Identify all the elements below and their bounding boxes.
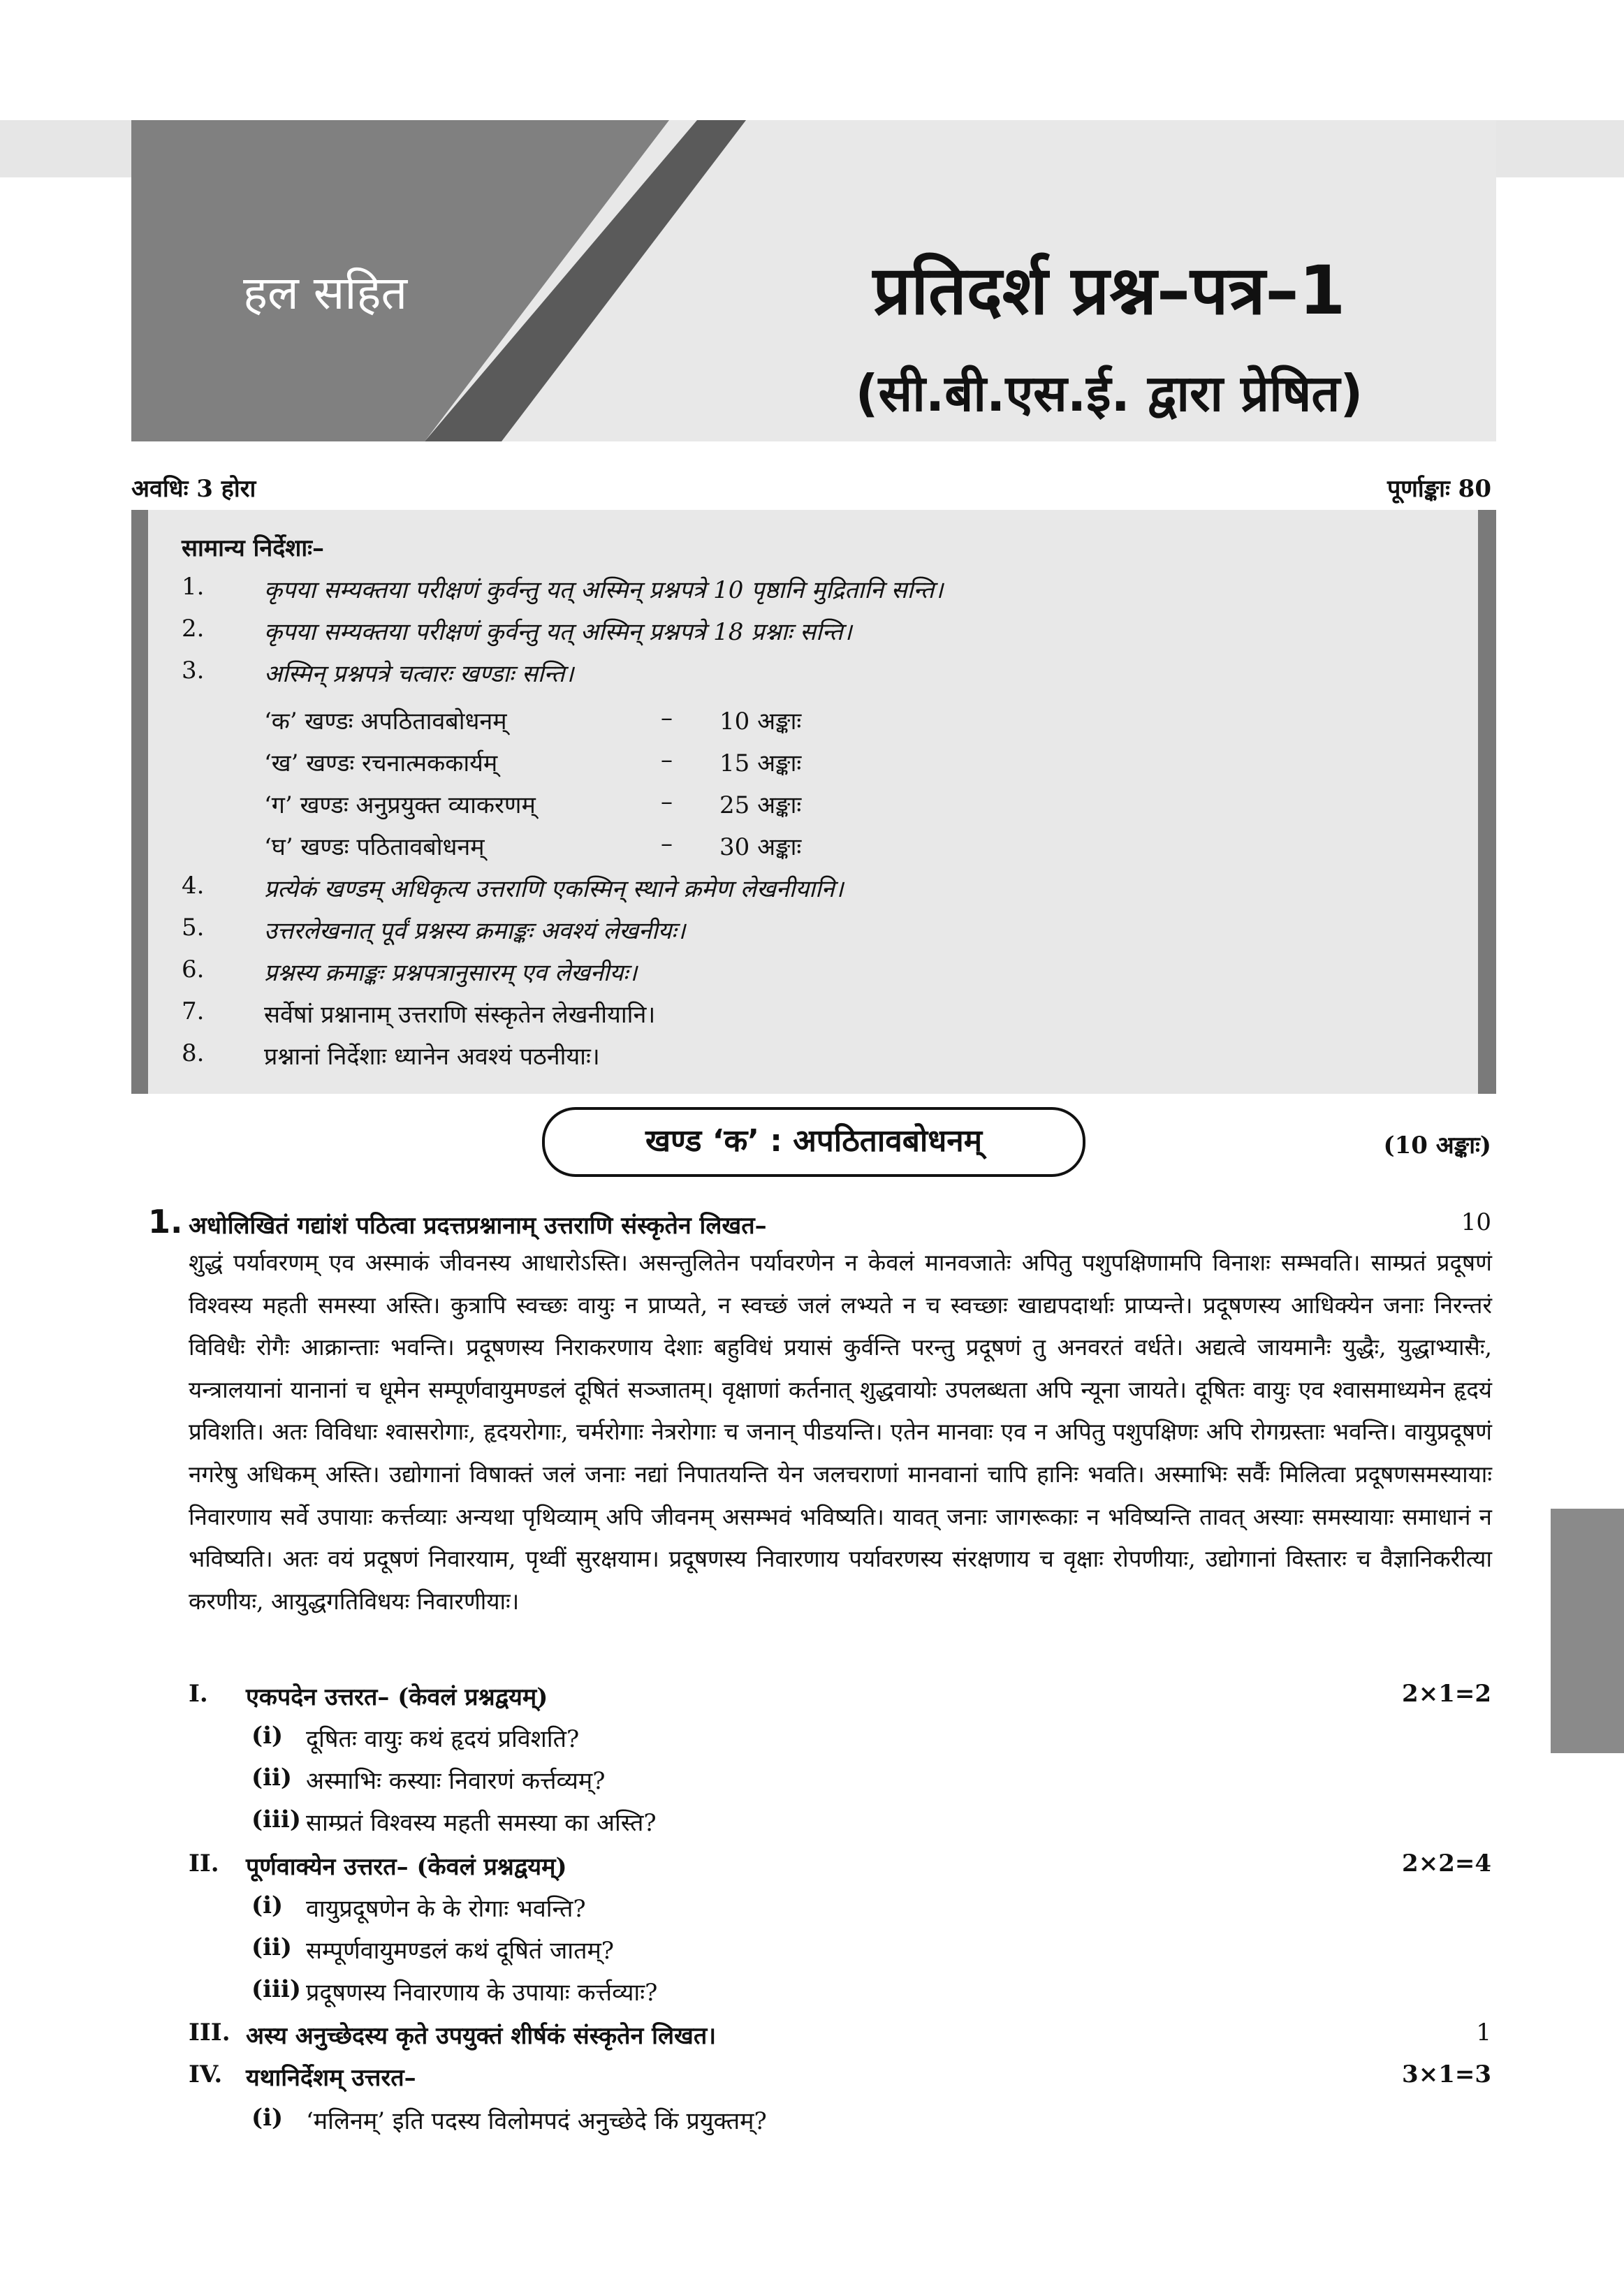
instruction-text: प्रश्नस्य क्रमाङ्कः प्रश्नपत्रानुसारम् एव लेखनीयः। (264, 959, 638, 987)
instruction-text: उत्तरलेखनात् पूर्वं प्रश्नस्य क्रमाङ्कः अवश्यं लेखनीयः। (264, 917, 686, 945)
instruction-text: अस्मिन् प्रश्नपत्रे चत्वारः खण्डाः सन्ति। (264, 660, 574, 688)
item-label: (ii) (251, 1764, 293, 1792)
part-number: II. (189, 1850, 219, 1877)
section-name: ‘ग’ खण्डः अनुप्रयुक्त व्याकरणम् (264, 791, 536, 819)
instruction-number: 4. (182, 872, 205, 900)
full-marks: पूर्णाङ्काः 80 (1387, 475, 1491, 503)
section-marks: 30 अङ्काः (719, 833, 802, 861)
paper-title: प्रतिदर्श प्रश्न–पत्र–1 (872, 251, 1346, 330)
part-heading: अस्य अनुच्छेदस्य कृते उपयुक्तं शीर्षकं संस्कृतेन लिखत। (246, 2022, 717, 2050)
header-tag: हल सहित (243, 266, 408, 320)
item-label: (iii) (251, 1806, 301, 1833)
item-text: वायुप्रदूषणेन के के रोगाः भवन्ति? (306, 1895, 586, 1923)
part-marks: 3×1=3 (1402, 2060, 1491, 2088)
instruction-number: 6. (182, 956, 205, 983)
item-text: सम्पूर्णवायुमण्डलं कथं दूषितं जातम्? (306, 1937, 615, 1965)
question-instruction: अधोलिखितं गद्यांशं पठित्वा प्रदत्तप्रश्नानाम् उत्तराणि संस्कृतेन लिखत– (189, 1212, 767, 1240)
instructions-box (131, 510, 1496, 1094)
instruction-number: 2. (182, 615, 205, 643)
item-text: अस्माभिः कस्याः निवारणं कर्त्तव्यम्? (306, 1767, 606, 1795)
passage: शुद्धं पर्यावरणम् एव अस्माकं जीवनस्य आधारोऽस्ति। असन्तुलितेन पर्यावरणेन न केवलं मानवजातेः अपितु पशुपक्षिणामपि विनाशः सम्भवति। साम्प्रतं प्रदूषणं विश्वस्य महती समस्या अस्ति। कुत्रापि स्वच्छः वायुः न प्राप्यते, न स्वच्छं जलं लभ्यते न च स्वच्छाः खाद्यपदार्थाः प्राप्यन्ते। प्रदूषणस्य आधिक्येन जनाः निरन्तरं विविधैः रोगैः आक्रान्ताः भवन्ति। प्रदूषणस्य निराकरणाय देशाः बहुविधं प्रयासं कुर्वन्ति परन्तु प्रदूषणं तु अनवरतं वर्धते। अद्यत्वे जायमानैः युद्धैः, युद्धाभ्यासैः, यन्त्रालयानां यानानां च धूमेन सम्पूर्णवायुमण्डलं दूषितं सञ्जातम्। वृक्षाणां कर्तनात् शुद्धवायोः उपलब्धता अपि न्यूना जायते। दूषितः वायुः एव श्वासमाध्यमेन हृदयं प्रविशति। अतः विविधाः श्वासरोगाः, हृदयरोगाः, चर्मरोगाः नेत्ररोगाः च जनान् पीडयन्ति। एतेन मानवाः एव न अपितु पशुपक्षिणः अपि रोगग्रस्ताः भवन्ति। वायुप्रदूषणं नगरेषु अधिकम् अस्ति। उद्योगानां विषाक्तं जलं जनाः नद्यां निपातयन्ति येन जलचराणां मानवानां चापि हानिः भवति। अस्माभिः सर्वैः मिलित्वा प्रदूषणसमस्यायाः निवारणाय सर्वे उपायाः कर्त्तव्याः अन्यथा पृथिव्याम् अपि जीवनम् असम्भवं भविष्यति। यावत् जनाः जागरूकाः न भविष्यन्ति तावत् अस्याः समस्यायाः समाधानं न भविष्यति। अतः वयं प्रदूषणं निवारयाम, पृथ्वीं सुरक्षयाम। प्रदूषणस्य निवारणाय पर्यावरणस्य संरक्षणाय च वृक्षाः रोपणीयाः, उद्योगानां विस्तारः च वैज्ञानिकरीत्या करणीयः, आयुद्धगतिविधयः निवारणीयाः। (189, 1249, 1492, 1615)
section-heading-marks: (10 अङ्काः) (1383, 1132, 1491, 1159)
part-heading: एकपदेन उत्तरत– (केवलं प्रश्नद्वयम्) (246, 1683, 548, 1711)
question-number: 1. (148, 1203, 183, 1240)
instruction-number: 5. (182, 914, 205, 942)
part-marks: 2×1=2 (1402, 1680, 1491, 1708)
section-heading: खण्ड ‘क’ : अपठितावबोधनम् (542, 1107, 1085, 1177)
instructions-heading: सामान्य निर्देशाः– (182, 534, 325, 562)
instruction-number: 8. (182, 1039, 205, 1067)
duration: अवधिः 3 होरा (131, 475, 256, 503)
instruction-number: 1. (182, 573, 205, 601)
section-name: ‘ख’ खण्डः रचनात्मककार्यम् (264, 749, 498, 777)
part-marks: 2×2=4 (1402, 1850, 1491, 1877)
header-banner (131, 120, 1496, 441)
section-name: ‘घ’ खण्डः पठितावबोधनम् (264, 833, 485, 861)
item-label: (i) (251, 1722, 284, 1750)
section-marks: 10 अङ्काः (719, 708, 802, 735)
part-number: IV. (189, 2060, 223, 2088)
instruction-text: प्रश्नानां निर्देशाः ध्यानेन अवश्यं पठनीयाः। (264, 1043, 600, 1071)
item-label: (i) (251, 2104, 284, 2132)
item-label: (ii) (251, 1933, 293, 1961)
question-marks: 10 (1461, 1208, 1491, 1236)
item-text: साम्प्रतं विश्वस्य महती समस्या का अस्ति? (306, 1809, 657, 1837)
part-heading: यथानिर्देशम् उत्तरत– (246, 2064, 416, 2092)
section-dash: – (661, 746, 673, 774)
item-text: ‘मलिनम्’ इति पदस्य विलोमपदं अनुच्छेदे किं प्रयुक्तम्? (306, 2107, 767, 2135)
instruction-number: 3. (182, 657, 205, 685)
side-tab (1551, 1509, 1624, 1753)
section-dash: – (661, 788, 673, 816)
item-label: (i) (251, 1891, 284, 1919)
item-text: प्रदूषणस्य निवारणाय के उपायाः कर्त्तव्याः? (306, 1979, 658, 2007)
instruction-number: 7. (182, 997, 205, 1025)
instruction-text: कृपया सम्यक्तया परीक्षणं कुर्वन्तु यत् अस्मिन् प्रश्नपत्रे 18 प्रश्नाः सन्ति। (264, 618, 852, 646)
section-dash: – (661, 704, 673, 732)
part-marks: 1 (1476, 2019, 1491, 2047)
paper-subtitle: (सी.बी.एस.ई. द्वारा प्रेषित) (855, 364, 1363, 423)
part-number: I. (189, 1680, 208, 1708)
section-marks: 15 अङ्काः (719, 749, 802, 777)
instruction-text: कृपया सम्यक्तया परीक्षणं कुर्वन्तु यत् अस्मिन् प्रश्नपत्रे 10 पृष्ठानि मुद्रितानि सन्ति। (264, 576, 944, 604)
section-marks: 25 अङ्काः (719, 791, 802, 819)
part-number: III. (189, 2019, 231, 2047)
item-text: दूषितः वायुः कथं हृदयं प्रविशति? (306, 1725, 580, 1753)
instruction-text: प्रत्येकं खण्डम् अधिकृत्य उत्तराणि एकस्मिन् स्थाने क्रमेण लेखनीयानि। (264, 875, 844, 903)
part-heading: पूर्णवाक्येन उत्तरत– (केवलं प्रश्नद्वयम्) (246, 1853, 567, 1881)
section-dash: – (661, 830, 673, 858)
instruction-text: सर्वेषां प्रश्नानाम् उत्तराणि संस्कृतेन लेखनीयानि। (264, 1001, 656, 1029)
section-name: ‘क’ खण्डः अपठितावबोधनम् (264, 708, 507, 735)
item-label: (iii) (251, 1975, 301, 2003)
